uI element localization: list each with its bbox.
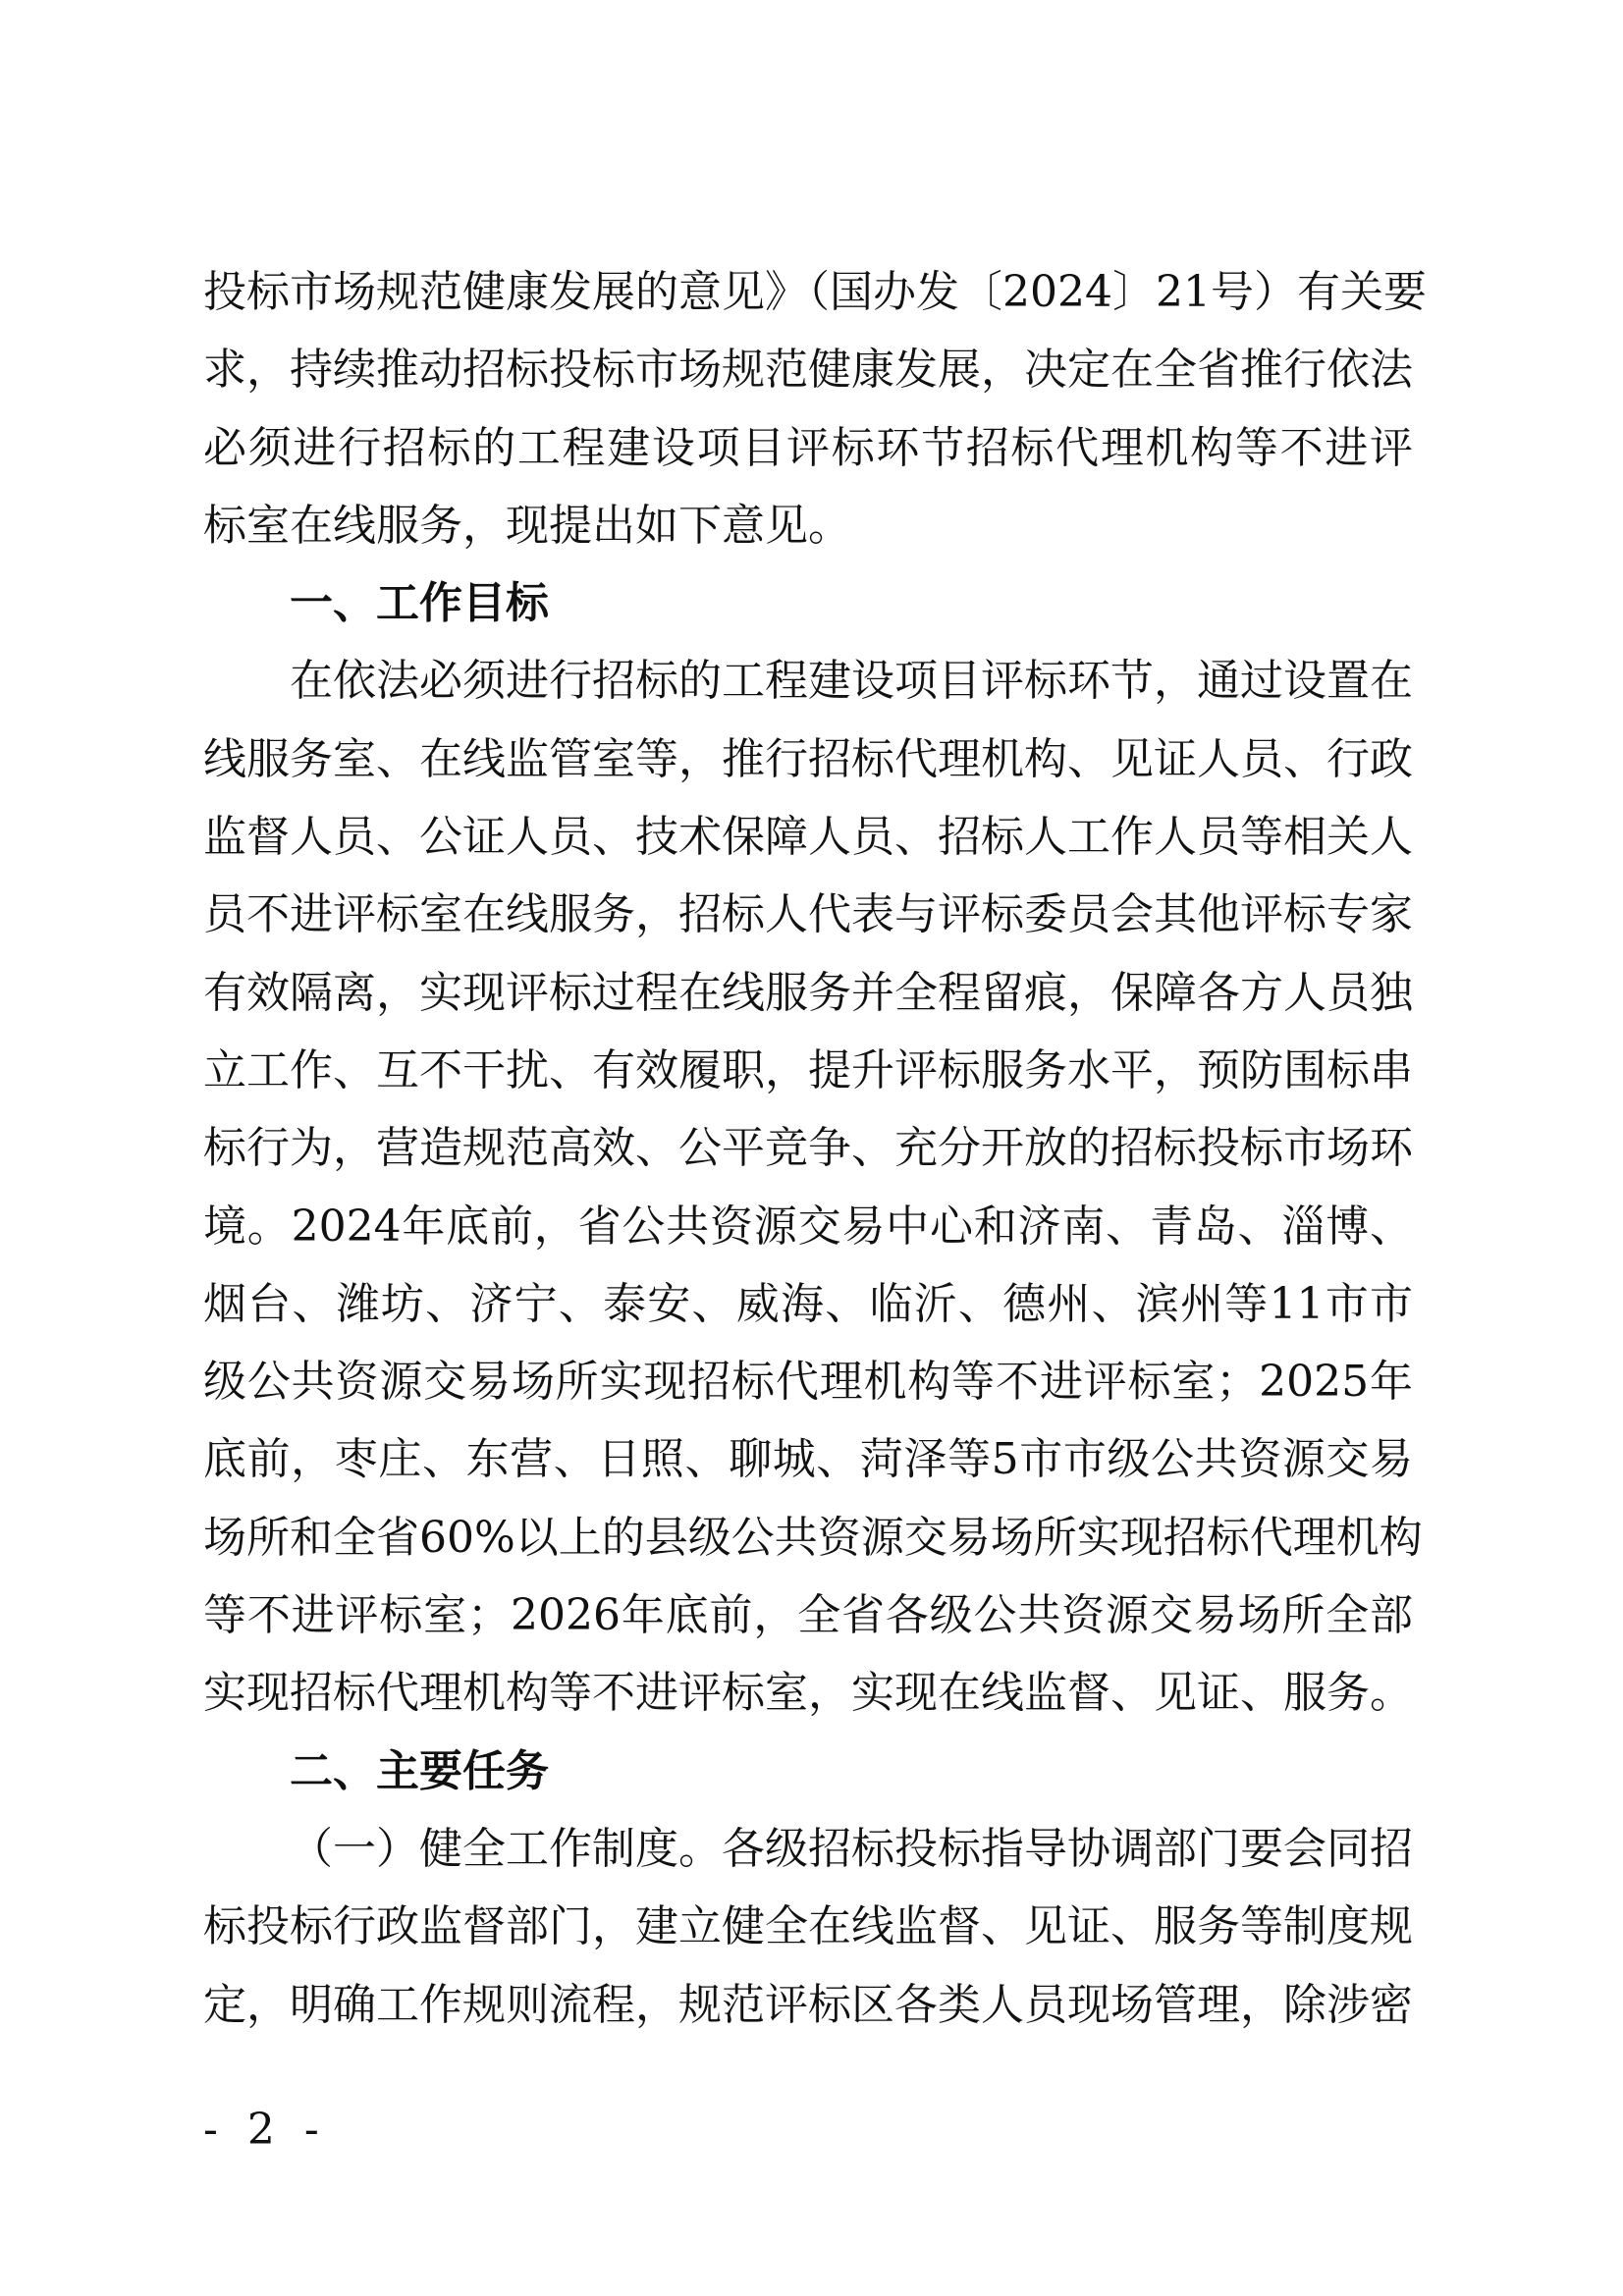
text-line: 线服务室、在线监管室等，推行招标代理机构、见证人员、行政 [203,733,1413,784]
text-line: 标行为，营造规范高效、公平竞争、充分开放的招标投标市场环 [203,1123,1413,1174]
text-line: 实现招标代理机构等不进评标室，实现在线监督、见证、服务。 [203,1668,1413,1719]
text-line: 投标市场规范健康发展的意见》（国办发〔2024〕21号）有关要 [203,267,1427,317]
text-line: 必须进行招标的工程建设项目评标环节招标代理机构等不进评 [203,422,1413,473]
text-line: 境。2024年底前，省公共资源交易中心和济南、青岛、淄博、 [203,1201,1413,1252]
text-line: 求，持续推动招标投标市场规范健康发展，决定在全省推行依法 [203,345,1413,396]
text-line: 在依法必须进行招标的工程建设项目评标环节，通过设置在 [290,656,1413,707]
text-line: 定，明确工作规则流程，规范评标区各类人员现场管理，除涉密 [203,1979,1413,2030]
document-body [203,253,1427,2044]
text-line: 场所和全省60%以上的县级公共资源交易场所实现招标代理机构 [203,1512,1423,1563]
text-line: 监督人员、公证人员、技术保障人员、招标人工作人员等相关人 [203,812,1413,863]
text-line: 底前，枣庄、东营、日照、聊城、菏泽等5市市级公共资源交易 [203,1434,1413,1485]
section-heading-work-goals: 一、工作目标 [290,578,549,629]
text-line: 标室在线服务，现提出如下意见。 [203,500,851,551]
text-line: 员不进评标室在线服务，招标人代表与评标委员会其他评标专家 [203,889,1413,940]
text-line: 有效隔离，实现评标过程在线服务并全程留痕，保障各方人员独 [203,967,1413,1018]
text-line: 标投标行政监督部门，建立健全在线监督、见证、服务等制度规 [203,1901,1413,1952]
page-number: - 2 - [203,2105,327,2155]
text-line: （一）健全工作制度。各级招标投标指导协调部门要会同招 [290,1823,1413,1874]
text-line: 烟台、潍坊、济宁、泰安、威海、临沂、德州、滨州等11市市 [203,1278,1413,1329]
text-line: 立工作、互不干扰、有效履职，提升评标服务水平，预防围标串 [203,1044,1413,1095]
text-line: 级公共资源交易场所实现招标代理机构等不进评标室；2025年 [203,1357,1413,1408]
text-line: 等不进评标室；2026年底前，全省各级公共资源交易场所全部 [203,1590,1413,1641]
section-heading-main-tasks: 二、主要任务 [290,1745,549,1796]
